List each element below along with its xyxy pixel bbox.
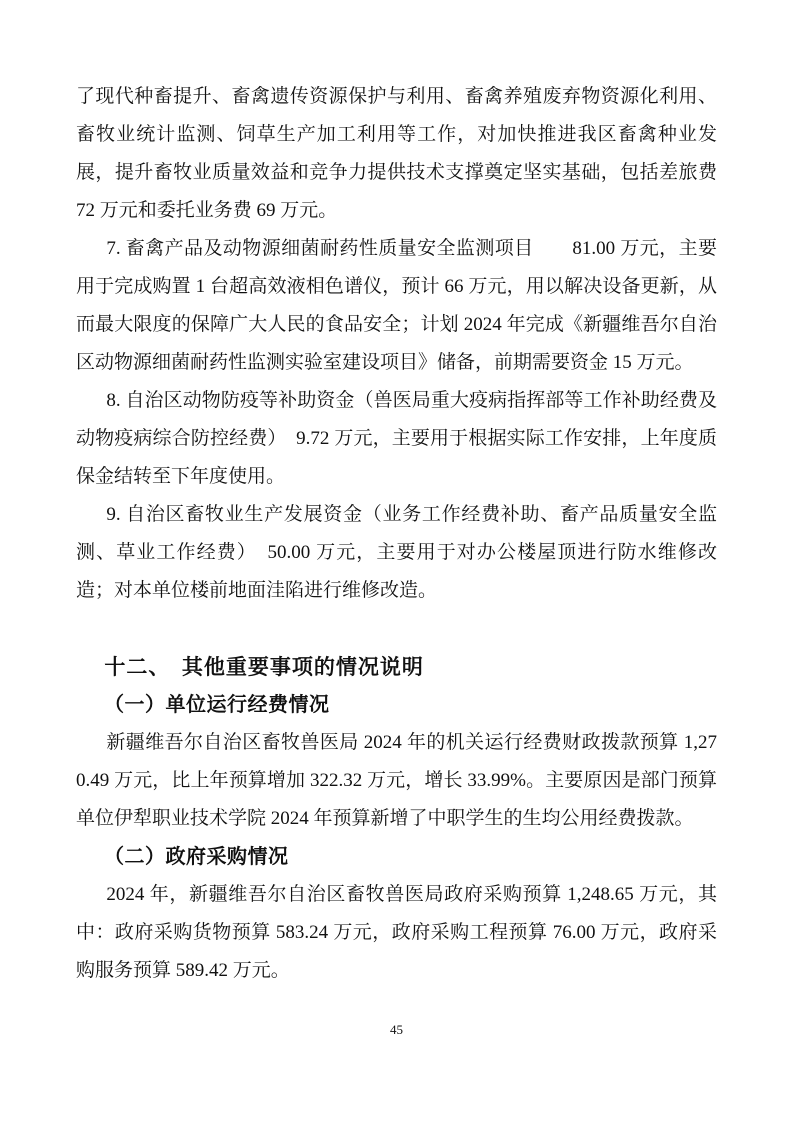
paragraph-item-7: 7. 畜禽产品及动物源细菌耐药性质量安全监测项目 81.00 万元，主要用于完成购置 1 台超高效液相色谱仪，预计 66 万元，用以解决设备更新，从而最大限度的保障广大人民的食品安全；计划 2024 年完成《新疆维吾尔自治区动物源细菌耐药性监测实验室建设项目》储备，前期需要资金 15 万元。 <box>76 238 717 373</box>
section-heading-twelve: 十二、 其他重要事项的情况说明 <box>104 655 424 679</box>
paragraph-operating-funds: 新疆维吾尔自治区畜牧兽医局 2024 年的机关运行经费财政拨款预算 1,270.49 万元，比上年预算增加 322.32 万元，增长 33.99%。主要原因是部门预算单位伊犁职业技术学院 2024 年预算新增了中职学生的生均公用经费拨款。 <box>76 732 717 829</box>
document-body <box>76 78 717 990</box>
paragraph-item-9: 9. 自治区畜牧业生产发展资金（业务工作经费补助、畜产品质量安全监测、草业工作经费） 50.00 万元，主要用于对办公楼屋顶进行防水维修改造；对本单位楼前地面洼陷进行维修改造。 <box>76 504 717 601</box>
page-number: 45 <box>390 1022 403 1037</box>
subsection-heading-operating-funds: （一）单位运行经费情况 <box>104 694 330 716</box>
paragraph-continuation: 了现代种畜提升、畜禽遗传资源保护与利用、畜禽养殖废弃物资源化利用、畜牧业统计监测、饲草生产加工利用等工作，对加快推进我区畜禽种业发展，提升畜牧业质量效益和竞争力提供技术支撑奠定坚实基础，包括差旅费 72 万元和委托业务费 69 万元。 <box>76 86 717 221</box>
subsection-heading-government-procurement: （二）政府采购情况 <box>104 846 289 868</box>
paragraph-government-procurement: 2024 年，新疆维吾尔自治区畜牧兽医局政府采购预算 1,248.65 万元，其中：政府采购货物预算 583.24 万元，政府采购工程预算 76.00 万元，政府采购服务预算 589.42 万元。 <box>76 884 717 981</box>
paragraph-item-8: 8. 自治区动物防疫等补助资金（兽医局重大疫病指挥部等工作补助经费及动物疫病综合防控经费） 9.72 万元，主要用于根据实际工作安排，上年度质保金结转至下年度使用。 <box>76 390 717 487</box>
